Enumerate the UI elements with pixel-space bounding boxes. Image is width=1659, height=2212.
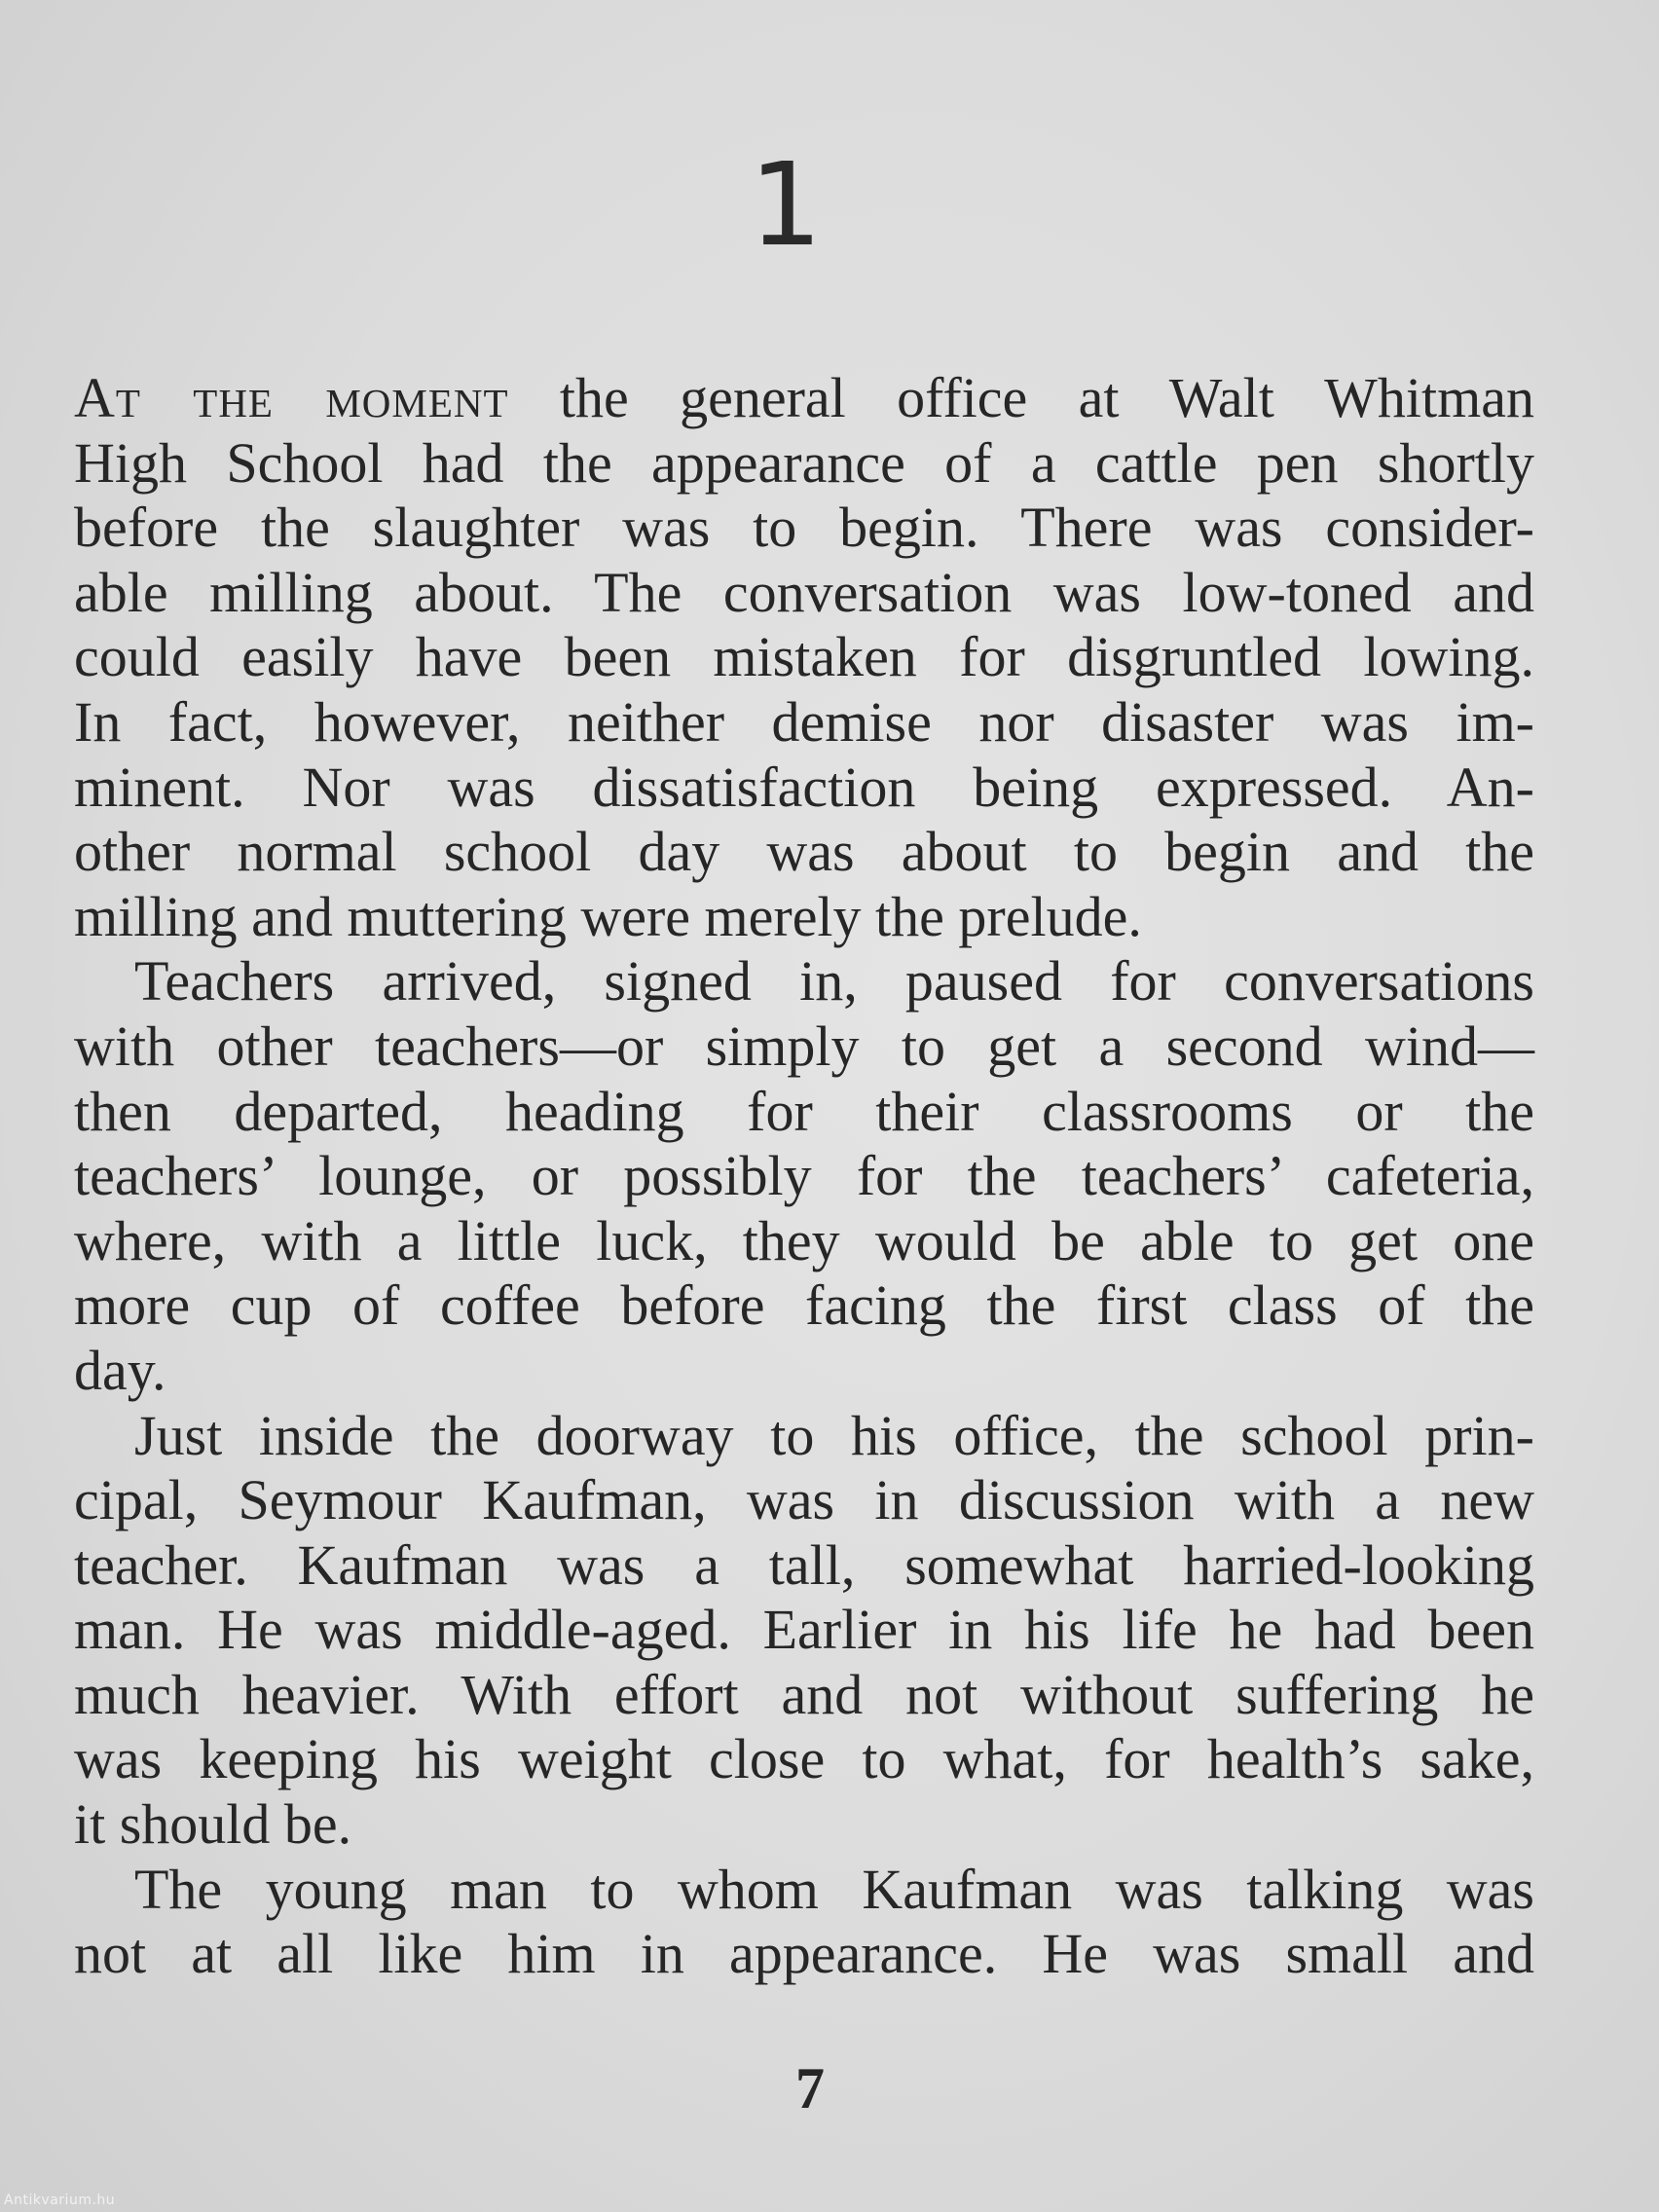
text-line: High School had the appearance of a cattle pen shortly	[74, 430, 1534, 495]
text-line: with other teachers—or simply to get a second wind—	[74, 1014, 1534, 1078]
text-line: milling and muttering were merely the prelude.	[74, 884, 1142, 948]
text-line: teacher. Kaufman was a tall, somewhat harried-looking	[74, 1532, 1534, 1597]
text-line: Teachers arrived, signed in, paused for conversations	[134, 949, 1534, 1014]
text-line: where, with a little luck, they would be able to get one	[74, 1208, 1534, 1272]
paragraph-3	[74, 1404, 1534, 1858]
page-number: 7	[795, 2056, 825, 2120]
text-line: much heavier. With effort and not without suffering he	[74, 1662, 1534, 1726]
text-line: then departed, heading for their classrooms or the	[74, 1079, 1534, 1143]
text-line: before the slaughter was to begin. There was consider-	[74, 496, 1534, 560]
text-line: teachers’ lounge, or possibly for the teachers’ cafeteria,	[74, 1144, 1534, 1208]
chapter-number: 1	[749, 137, 823, 272]
body-text	[74, 366, 1534, 1987]
text-line-content: the general office at Walt Whitman	[508, 366, 1534, 429]
text-line: minent. Nor was dissatisfaction being expressed. An-	[74, 755, 1534, 819]
text-line: The young man to whom Kaufman was talking was	[134, 1857, 1534, 1921]
lead-in-small-caps: At the moment	[74, 366, 509, 429]
paragraph-1	[74, 366, 1534, 949]
text-line: more cup of coffee before facing the first class of the	[74, 1273, 1534, 1338]
text-line: Just inside the doorway to his office, the school prin-	[134, 1403, 1534, 1467]
text-line: was keeping his weight close to what, for health’s sake,	[74, 1727, 1534, 1791]
text-line: could easily have been mistaken for disgruntled lowing.	[74, 625, 1534, 689]
watermark: Antikvarium.hu	[4, 2193, 116, 2208]
text-line: other normal school day was about to begin and the	[74, 820, 1534, 884]
text-line: able milling about. The conversation was low-toned and	[74, 560, 1534, 624]
text-line: not at all like him in appearance. He was small and	[74, 1922, 1534, 1986]
text-line: day.	[74, 1338, 166, 1402]
paragraph-2	[74, 949, 1534, 1403]
text-line: In fact, however, neither demise nor disaster was im-	[74, 689, 1534, 754]
text-line: man. He was middle-aged. Earlier in his life he had been	[74, 1598, 1534, 1662]
text-line: it should be.	[74, 1792, 352, 1857]
text-line	[74, 366, 1534, 431]
text-line: cipal, Seymour Kaufman, was in discussion with a new	[74, 1468, 1534, 1532]
paragraph-4	[74, 1858, 1534, 1987]
